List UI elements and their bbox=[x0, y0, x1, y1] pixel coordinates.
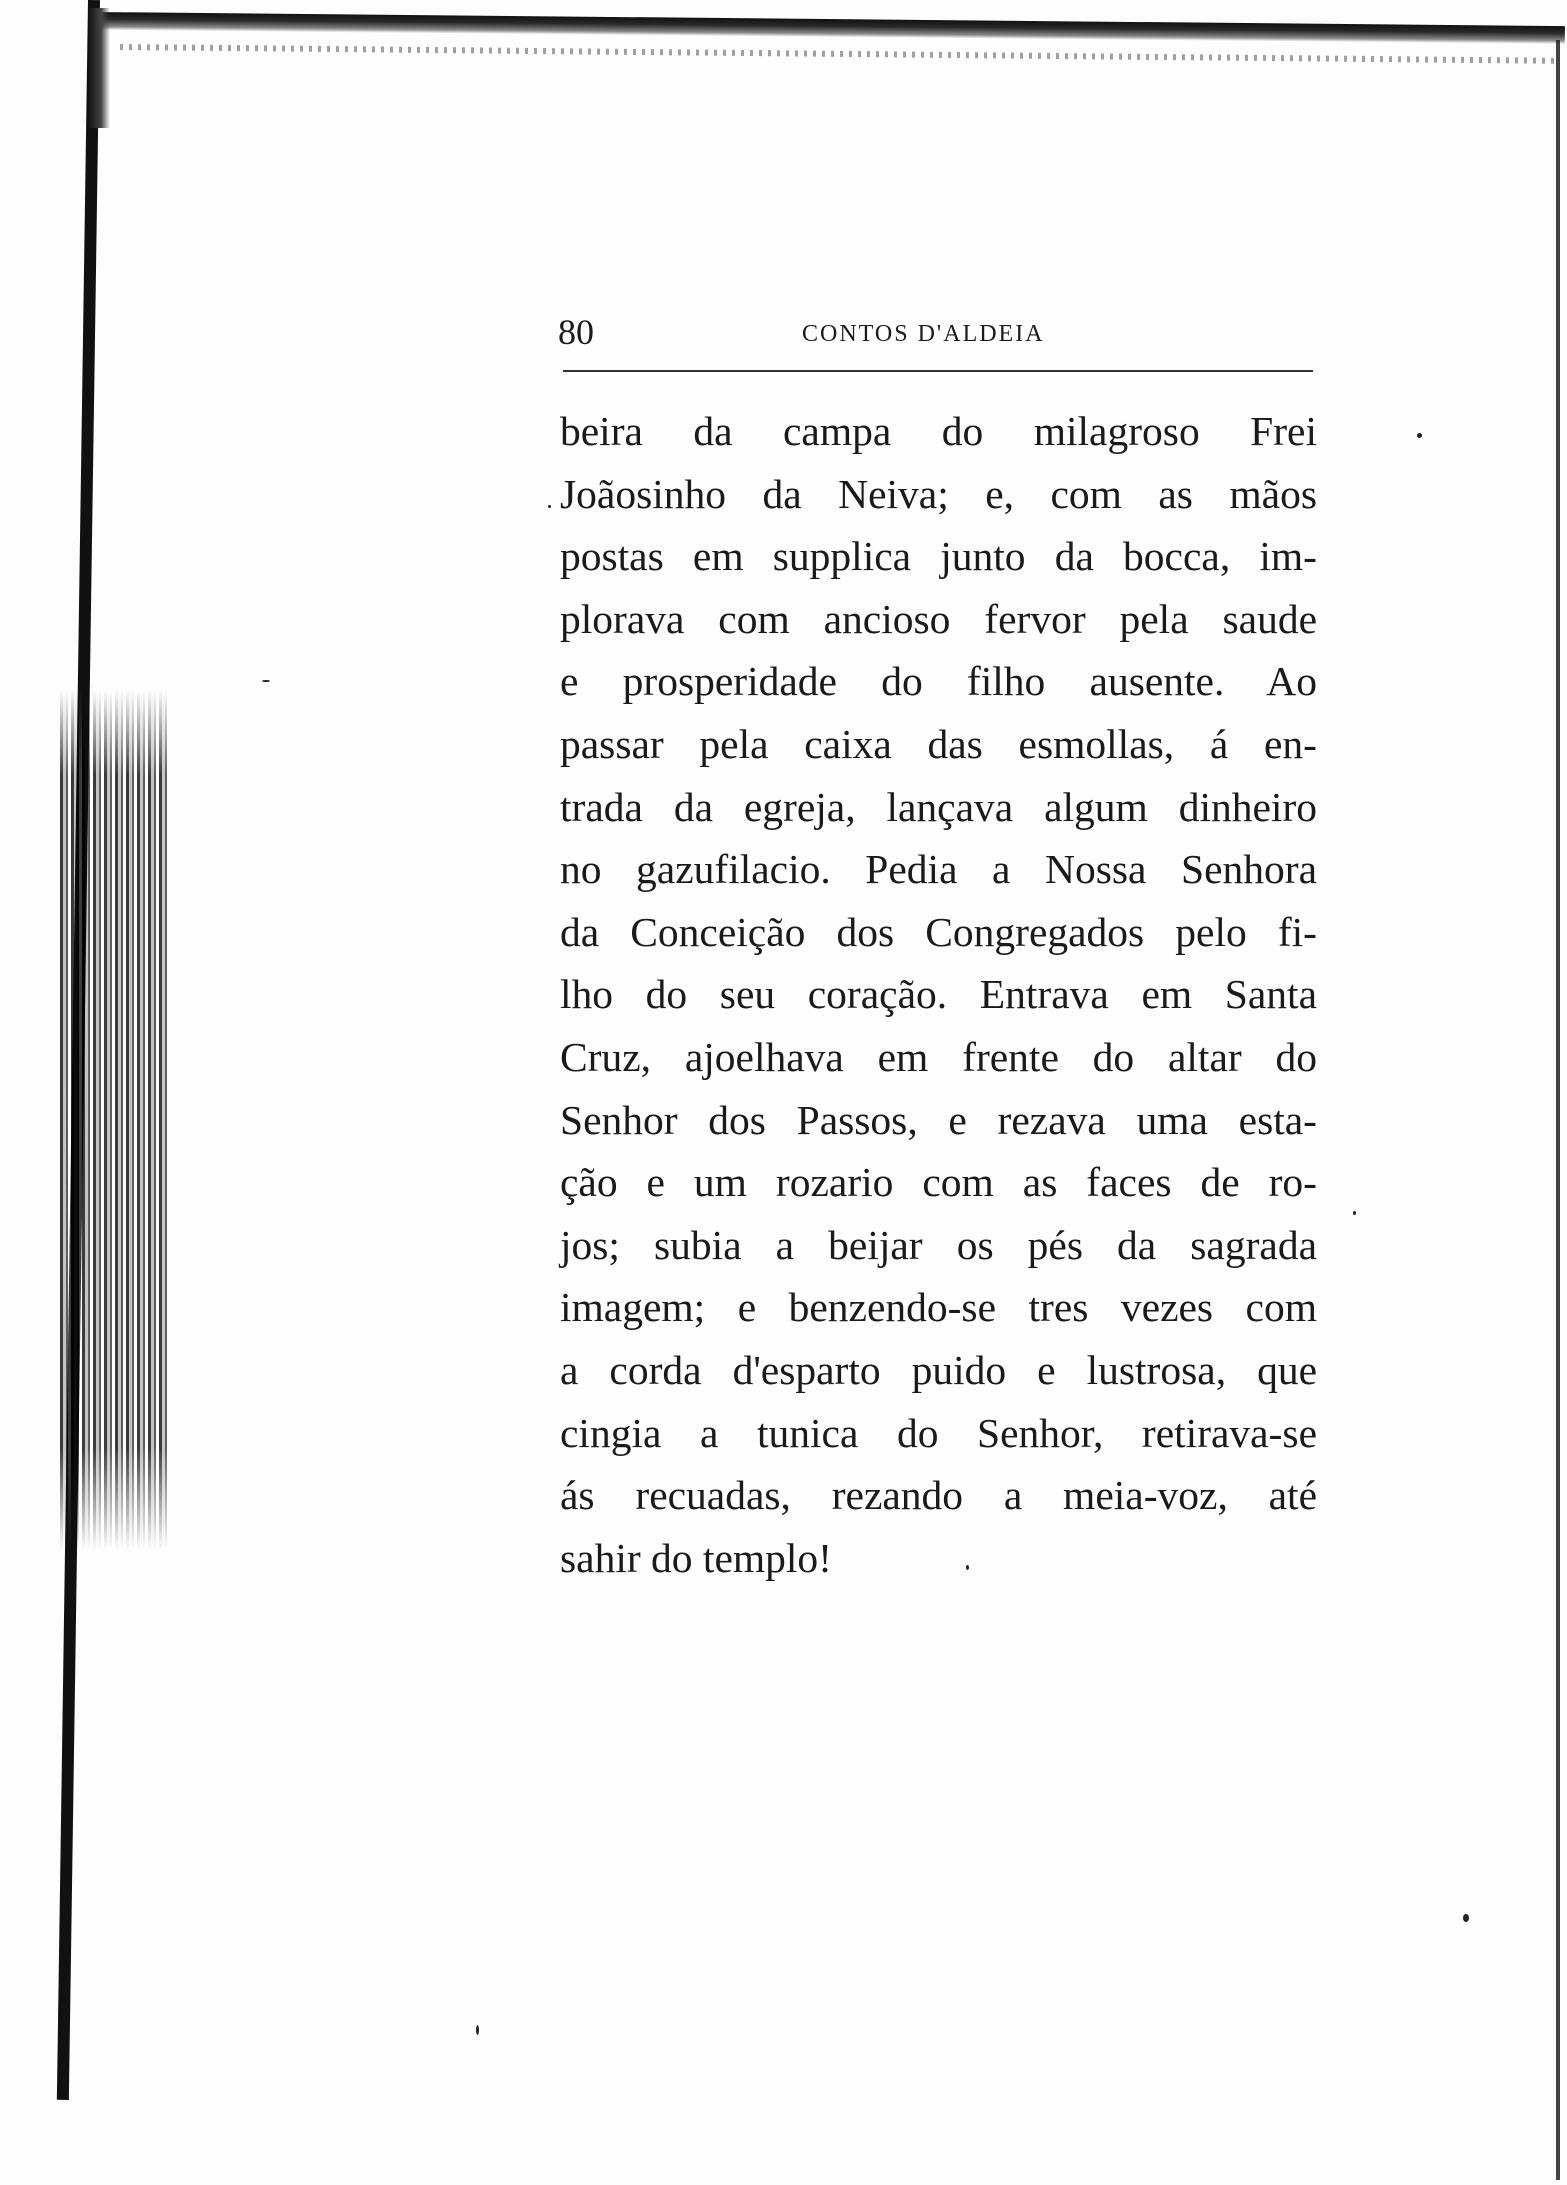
page-edge-top bbox=[95, 12, 1565, 44]
scan-speck bbox=[1353, 1211, 1356, 1215]
text-line: Cruz, ajoelhava em frente do altar do bbox=[560, 1033, 1317, 1080]
header-rule bbox=[563, 370, 1313, 372]
text-line: ção e um rozario com as faces de ro- bbox=[560, 1159, 1317, 1206]
page-edge-corner bbox=[88, 8, 110, 128]
text-line: e prosperidade do filho ausente. Ao bbox=[560, 658, 1317, 705]
scan-speck bbox=[548, 505, 551, 508]
text-line: no gazufilacio. Pedia a Nossa Senhora bbox=[560, 846, 1317, 893]
text-line: a corda d'esparto puido e lustrosa, que bbox=[560, 1346, 1317, 1393]
running-title: CONTOS D'ALDEIA bbox=[802, 321, 1045, 347]
body-text bbox=[560, 400, 1317, 1589]
text-line: lho do seu coração. Entrava em Santa bbox=[560, 971, 1317, 1018]
text-line: ás recuadas, rezando a meia-voz, até bbox=[560, 1472, 1317, 1519]
text-line: plorava com ancioso fervor pela saude bbox=[560, 595, 1317, 642]
text-line: da Conceição dos Congregados pelo fi- bbox=[560, 908, 1317, 955]
text-line: passar pela caixa das esmollas, á en- bbox=[560, 720, 1317, 767]
binding-shadow bbox=[60, 690, 170, 1550]
page-edge-right bbox=[1556, 40, 1560, 2180]
scan-speck bbox=[262, 680, 270, 682]
scan-speck bbox=[1463, 1914, 1469, 1922]
text-line: Senhor dos Passos, e rezava uma esta- bbox=[560, 1096, 1317, 1143]
page-number: 80 bbox=[558, 312, 594, 352]
text-line: jos; subia a beijar os pés da sagrada bbox=[560, 1221, 1317, 1268]
text-line: Joãosinho da Neiva; e, com as mãos bbox=[560, 470, 1317, 517]
text-line: trada da egreja, lançava algum dinheiro bbox=[560, 783, 1317, 830]
running-head bbox=[558, 310, 1315, 360]
text-line: cingia a tunica do Senhor, retirava-se bbox=[560, 1409, 1317, 1456]
text-line: beira da campa do milagroso Frei bbox=[560, 408, 1317, 454]
page-edge-top-texture bbox=[120, 44, 1560, 64]
text-line: imagem; e benzendo-se tres vezes com bbox=[560, 1284, 1317, 1331]
text-line: postas em supplica junto da bocca, im- bbox=[560, 533, 1317, 580]
scan-speck bbox=[1417, 433, 1422, 438]
text-line: sahir do templo! bbox=[560, 1534, 832, 1581]
scan-speck bbox=[476, 2025, 479, 2035]
